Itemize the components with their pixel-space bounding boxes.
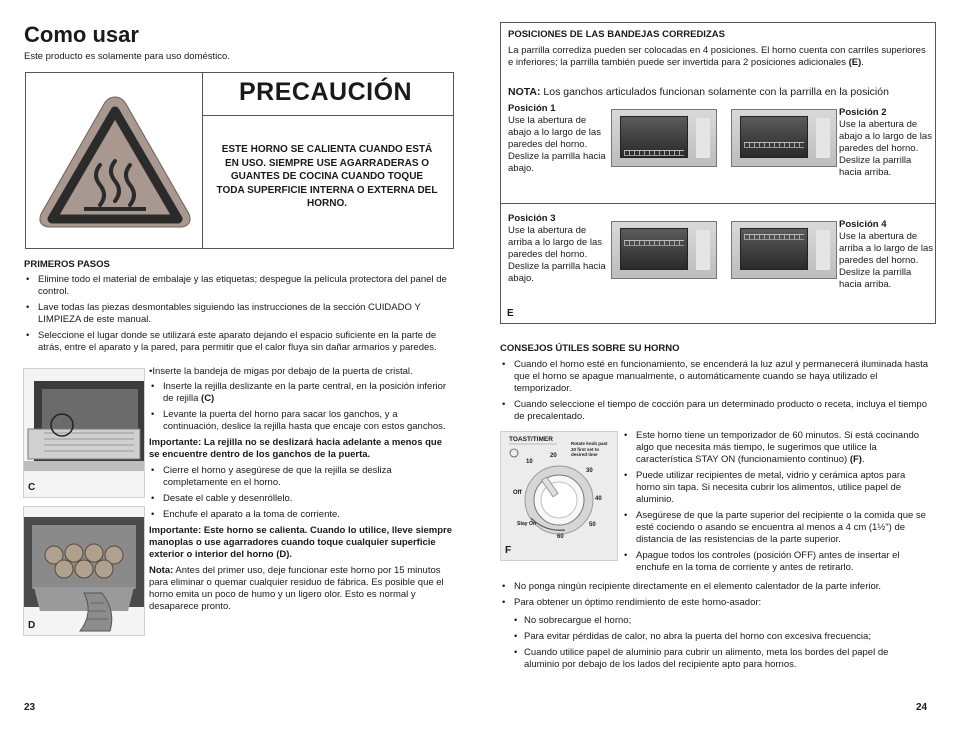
figure-d [23, 506, 145, 636]
tick-label: 40 [595, 496, 602, 502]
important-note-2: Importante: Este horno se calienta. Cuando lo utilice, lleve siempre manoplas o use agarradores cuando toque cualquier superficie exterior o interior del horno (D). [149, 525, 453, 560]
list-item: • Cierre el horno y asegúrese de que la rejilla se desliza completamente en el horno. [149, 465, 455, 489]
list-item: • Seleccione el lugar donde se utilizará este aparato dejando el espacio suficiente en la parte de atrás, entre el aparato y la pared, para permitir que el calor fluya sin dañar armarios y paredes. [24, 330, 456, 354]
first-use-note: Nota: Antes del primer uso, deje funcionar este horno por 15 minutos para eliminar o quemar cualquier residuo de fábrica. Es posible que el horno emita un poco de humo y un ligero olor. Esto es normal y desaparece pronto. [149, 565, 444, 612]
figure-c [23, 368, 145, 498]
position-3: Posición 3 Use la abertura de arriba a lo largo de las paredes del horno. Deslize la parrilla hacia abajo. [508, 213, 606, 284]
page-number-right: 24 [916, 702, 928, 713]
figure-e-label: E [507, 308, 514, 319]
caution-heading: PRECAUCIÓN [239, 78, 413, 106]
list-item: • No sobrecargue el horno; [512, 615, 912, 627]
rack-steps-list-2 [149, 465, 455, 521]
list-item: • Levante la puerta del horno para sacar los ganchos, y a continuación, deslice la rejilla hasta que encaje con estos ganchos. [149, 409, 455, 433]
list-item: • Asegúrese de que la parte superior del recipiente o la comida que se esté cociendo o asando se encuentra al menos a 4 cm (1½") de distancia de las resistencias de la parte superior. [622, 510, 932, 546]
tick-label: Off [513, 490, 522, 496]
oven-position-3-illustration [611, 221, 717, 279]
hot-surface-warning-icon [36, 93, 194, 231]
rack-positions-box [500, 22, 936, 324]
position-1: Posición 1 Use la abertura de abajo a lo largo de las paredes del horno. Deslize la parrilla hacia abajo. [508, 103, 606, 174]
figure-d-label: D [28, 620, 36, 631]
list-item: • Cuando seleccione el tiempo de cocción para un determinado producto o receta, incluya el tiempo de precalentado. [500, 399, 932, 423]
list-item: • No ponga ningún recipiente directamente en el elemento calentador de la parte inferior. [500, 581, 932, 593]
oven-rack-insert-illustration [24, 369, 144, 497]
list-item: • Lave todas las piezas desmontables siguiendo las instrucciones de la sección CUIDADO Y LIMPIEZA de este manual. [24, 302, 456, 326]
primeros-heading: PRIMEROS PASOS [24, 259, 110, 270]
consejos-list-side [622, 430, 932, 578]
important-note-1: Importante: La rejilla no se deslizará hacia adelante a menos que se encuentre dentro de los ganchos de la puerta. [149, 437, 443, 460]
crumb-tray-step: •Inserte la bandeja de migas por debajo de la puerta de cristal. [149, 366, 413, 377]
caution-box [25, 72, 454, 249]
tick-label: Stay On [517, 521, 536, 527]
rack-steps [149, 366, 455, 613]
timer-label: TOAST/TIMER [509, 436, 553, 443]
position-2: Posición 2 Use la abertura de abajo a lo largo de las paredes del horno. Deslize la parrilla hacia arriba. [839, 107, 932, 178]
list-item: • Desate el cable y desenróllelo. [149, 493, 455, 505]
timer-note: Rotate knob past 20 first set to desired time [571, 441, 608, 457]
tick-label: 50 [589, 522, 596, 528]
caution-image-panel [26, 73, 203, 248]
caution-heading-cell [203, 73, 453, 116]
figure-ref: (C) [201, 393, 215, 404]
list-item: • Este horno tiene un temporizador de 60 minutos. Si está cocinando algo que necesita más tiempo, le sugerimos que utilice la característica STAY ON (funcionamiento continuo) (F). [622, 430, 932, 466]
rack-steps-list [149, 381, 455, 433]
primeros-list [24, 274, 456, 358]
oven-position-4-illustration [731, 221, 837, 279]
figure-f [500, 431, 618, 561]
positions-divider [501, 203, 935, 204]
oven-position-2-illustration [731, 109, 837, 167]
consejos-sub-list [512, 615, 912, 675]
figure-f-label: F [505, 545, 512, 556]
list-item: • Cuando utilice papel de aluminio para cubrir un alimento, meta los bordes del papel de aluminio por debajo de los lados del recipiente apto para hornos. [512, 647, 912, 671]
list-item: • Elimine todo el material de embalaje y las etiquetas; despegue la película protectora del panel de control. [24, 274, 456, 298]
caution-text: ESTE HORNO SE CALIENTA CUANDO ESTÁ EN USO. SIEMPRE USE AGARRADERAS O GUANTES DE COCINA CUANDO TOQUE TODA SUPERFICIE INTERNA O EXTERNA DEL HORNO. [216, 144, 438, 209]
list-item: • Cuando el horno esté en funcionamiento, se encenderá la luz azul y permanecerá iluminada hasta que el horno se apague manualmente, o automáticamente cuando se haya utilizado el temporizador. [500, 359, 932, 395]
positions-heading: POSICIONES DE LAS BANDEJAS CORREDIZAS [508, 29, 725, 40]
oven-mitt-illustration [24, 507, 144, 635]
positions-intro: La parrilla corrediza pueden ser colocadas en 4 posiciones. El horno cuenta con carriles superiores e inferiores; la parrilla también puede ser invertida para 2 posiciones adicionales (E). [508, 45, 926, 68]
tick-label: 30 [586, 468, 593, 474]
oven-position-1-illustration [611, 109, 717, 167]
consejos-heading: CONSEJOS ÚTILES SOBRE SU HORNO [500, 343, 680, 354]
consejos-list-top [500, 359, 932, 427]
position-4: Posición 4 Use la abertura de arriba a lo largo de las paredes del horno. Deslize la parrilla hacia arriba. [839, 219, 933, 290]
list-item: • Apague todos los controles (posición OFF) antes de insertar el enchufe en la toma de corriente y antes de retirarlo. [622, 550, 932, 574]
figure-c-label: C [28, 482, 36, 493]
positions-note: NOTA: Los ganchos articulados funcionan solamente con la parrilla en la posición [508, 86, 889, 98]
tick-label: 10 [526, 459, 533, 465]
page-subtitle: Este producto es solamente para uso doméstico. [24, 51, 230, 62]
tick-label: 60 [557, 534, 564, 540]
list-item: • Puede utilizar recipientes de metal, vidrio y cerámica aptos para horno sin tapa. Si necesita cubrir los alimentos, utilice papel de aluminio. [622, 470, 932, 506]
tick-label: 20 [550, 453, 557, 459]
list-item: • Enchufe el aparato a la toma de corriente. [149, 509, 455, 521]
list-item: • Inserte la rejilla deslizante en la parte central, en la posición inferior de rejilla (C) [149, 381, 455, 405]
page-title: Como usar [24, 22, 139, 47]
consejos-list-bottom [500, 581, 932, 613]
list-item: • Para obtener un óptimo rendimiento de este horno-asador: [500, 597, 932, 609]
page-number-left: 23 [24, 702, 36, 713]
list-item: • Para evitar pérdidas de calor, no abra la puerta del horno con excesiva frecuencia; [512, 631, 912, 643]
